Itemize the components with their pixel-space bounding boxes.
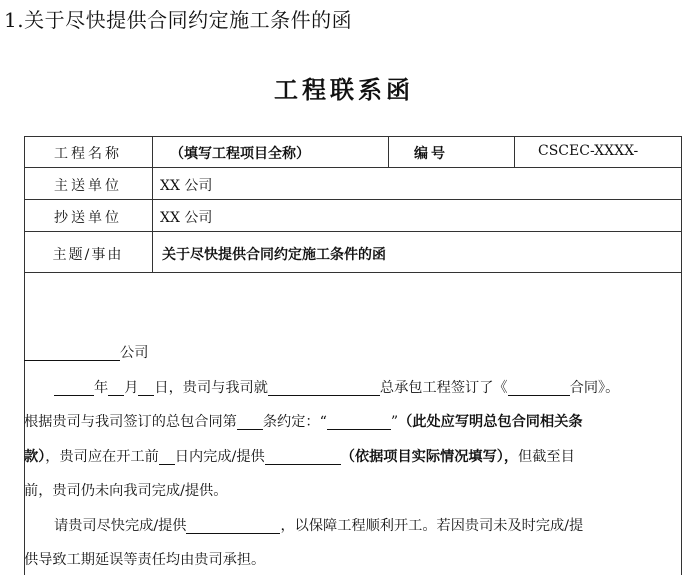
deadline-text: ，贵司应在开工前 [45,448,159,465]
fill-blank [108,379,124,396]
project-name-label: 工程名称 [54,146,122,162]
table-rule [24,167,682,168]
fill-blank [508,379,570,396]
table-rule [24,272,682,273]
table-rule [514,136,515,168]
fill-blank [268,379,380,396]
request-text-2: ，以保障工程顺利开工。若因贵司未及时完成/提 [280,517,584,534]
table-rule [152,136,153,273]
fill-blank [138,379,154,396]
clause-text-2: 条约定：“ [262,414,327,430]
clause-text-3: ” [390,414,399,430]
sender-label: 主送单位 [54,178,122,194]
subject-label: 主题/事由 [52,247,124,263]
cc-value: XX 公司 [160,210,213,226]
number-label: 编号 [414,146,448,162]
fill-blank [237,413,263,430]
fill-blank [159,448,175,465]
letter-title: 工程联系函 [274,75,414,104]
month-text: 月 [124,379,139,396]
fill-blank [265,448,341,465]
paragraph-4: 前，贵司仍未向我司完成/提供。 [24,483,228,499]
day-text: 日，贵司与我司就 [154,379,268,396]
deadline-text-3: 但截至目 [518,448,575,465]
contract-text: 总承包工程签订了《 [379,379,508,396]
table-rule [24,231,682,232]
fill-blank [186,517,280,534]
addressee-suffix: 公司 [120,345,149,361]
deadline-text-2: 日内完成/提供 [174,448,265,465]
addressee-line [24,336,682,371]
fill-blank [24,344,120,361]
paragraph-2 [24,405,682,440]
clause-note: （此处应写明总包合同相关条 [398,414,583,430]
fill-blank [54,379,94,396]
paragraph-3 [24,440,682,475]
table-rule [388,136,389,168]
number-value: CSCEC-XXXX- [538,143,639,159]
table-rule [24,136,682,137]
letter-body [24,336,682,578]
project-note: （依据项目实际情况填写）， [340,448,519,465]
table-rule [24,199,682,200]
document-heading: 1.关于尽快提供合同约定施工条件的函 [4,8,353,32]
clause-text: 根据贵司与我司签订的总包合同第 [24,414,237,430]
subject-value: 关于尽快提供合同约定施工条件的函 [162,247,386,263]
project-name-value: （填写工程项目全称） [170,146,310,162]
sender-value: XX 公司 [160,178,213,194]
cc-label: 抄送单位 [54,210,122,226]
clause-note-end: 款） [24,448,46,465]
request-text: 请贵司尽快完成/提供 [54,517,187,534]
year-text: 年 [94,379,109,396]
paragraph-6: 供导致工期延误等责任均由贵司承担。 [24,552,266,568]
fill-blank [327,413,391,430]
contract-end-text: 合同》。 [569,379,620,396]
paragraph-5 [24,509,682,544]
paragraph-1 [24,371,682,406]
